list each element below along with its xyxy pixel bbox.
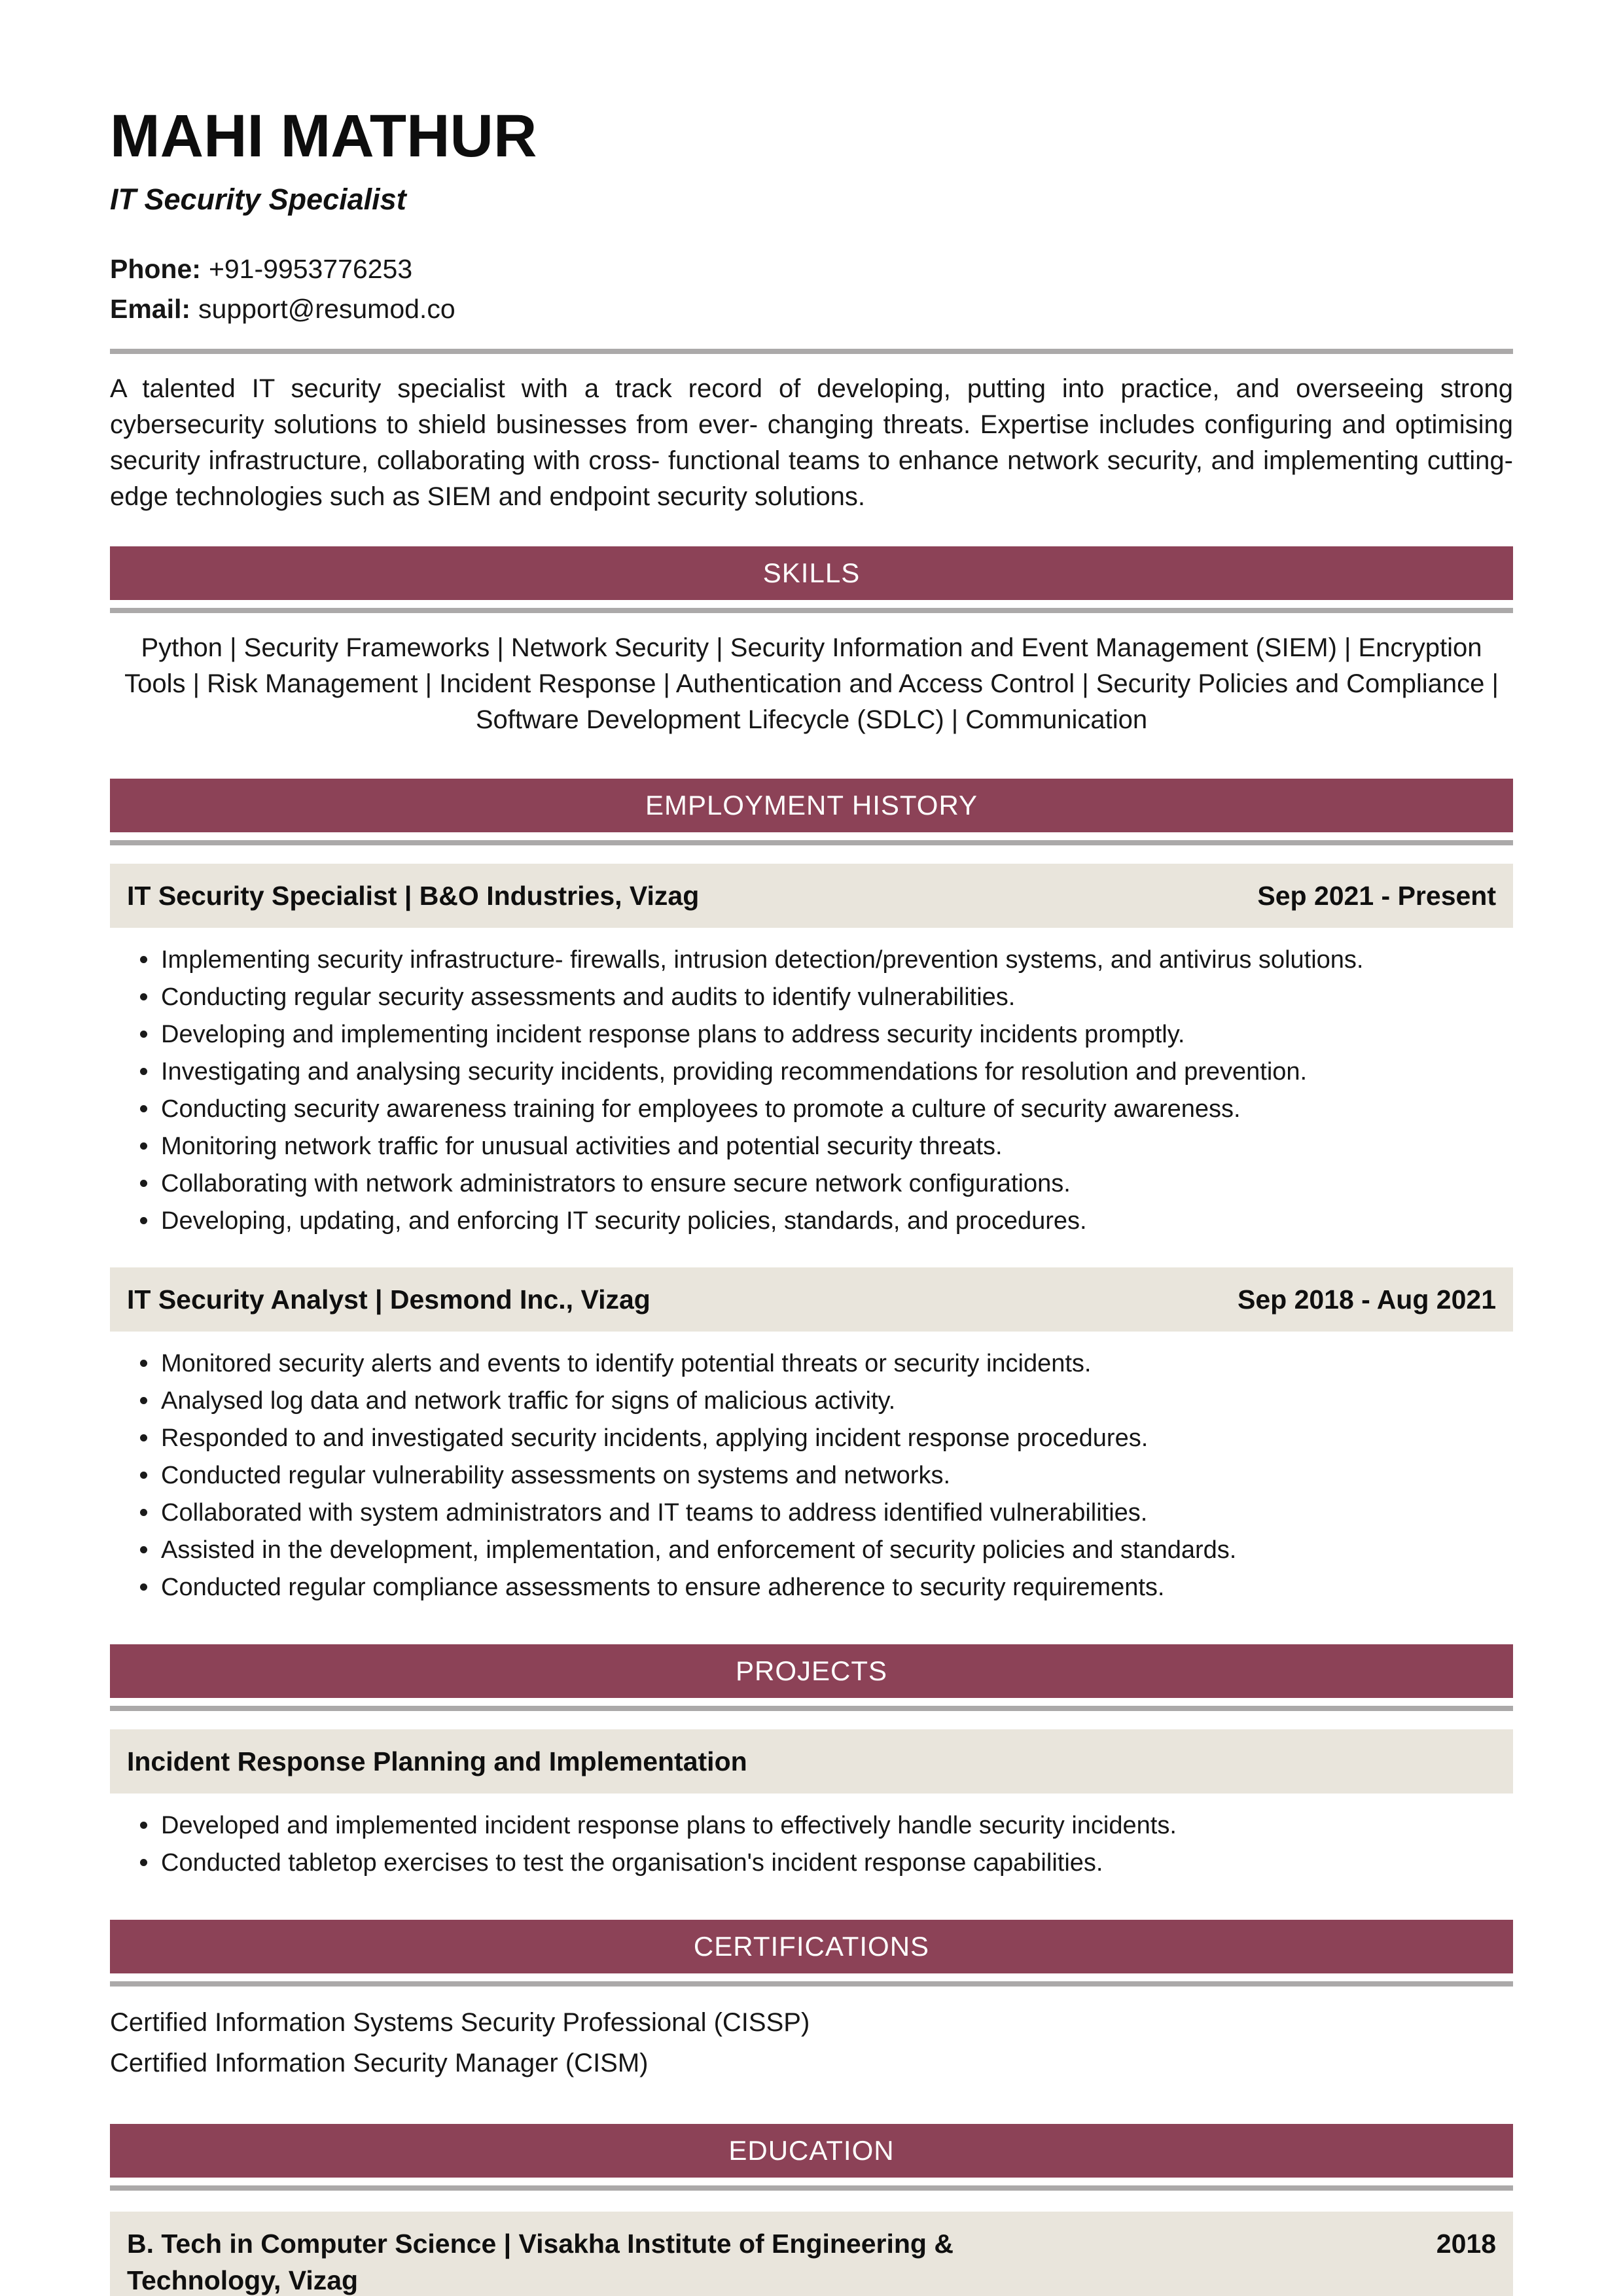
email-label: Email: — [110, 293, 191, 324]
bullet-item: Investigating and analysing security incidents, providing recommendations for resolution and prevention. — [110, 1055, 1513, 1088]
job-title-text: IT Security Analyst | Desmond Inc., Vizag — [127, 1284, 651, 1315]
project-bullets — [110, 1809, 1513, 1879]
bullet-item: Developing and implementing incident response plans to address security incidents promptly. — [110, 1018, 1513, 1051]
job-dates: Sep 2018 - Aug 2021 — [1237, 1284, 1496, 1315]
resume-header — [110, 105, 1513, 329]
header-divider — [110, 349, 1513, 354]
bullet-item: Assisted in the development, implementation, and enforcement of security policies and standards. — [110, 1534, 1513, 1566]
bullet-item: Conducted tabletop exercises to test the organisation's incident response capabilities. — [110, 1846, 1513, 1879]
phone-label: Phone: — [110, 253, 201, 284]
projects-banner — [110, 1644, 1513, 1698]
education-band — [110, 2212, 1513, 2296]
skills-banner — [110, 546, 1513, 600]
bullet-item: Collaborated with system administrators and IT teams to address identified vulnerabilities. — [110, 1496, 1513, 1529]
bullet-item: Analysed log data and network traffic for signs of malicious activity. — [110, 1385, 1513, 1417]
skills-section — [110, 546, 1513, 738]
job-entry — [110, 864, 1513, 1237]
project-entry — [110, 1729, 1513, 1879]
employment-section — [110, 779, 1513, 1604]
projects-divider — [110, 1706, 1513, 1711]
phone-value: +91-9953776253 — [208, 253, 413, 284]
bullet-item: Implementing security infrastructure- firewalls, intrusion detection/prevention systems, and antivirus solutions. — [110, 944, 1513, 976]
contact-block — [110, 249, 1513, 329]
employment-heading: EMPLOYMENT HISTORY — [645, 789, 978, 821]
bullet-item: Monitoring network traffic for unusual activities and potential security threats. — [110, 1130, 1513, 1163]
phone-line — [110, 249, 1513, 289]
projects-section — [110, 1644, 1513, 1879]
job-bullets — [110, 944, 1513, 1237]
education-dates: 2018 — [1436, 2228, 1496, 2259]
job-title-text: IT Security Specialist | B&O Industries, Vizag — [127, 880, 700, 911]
projects-heading: PROJECTS — [735, 1655, 888, 1686]
bullet-item: Conducted regular vulnerability assessments on systems and networks. — [110, 1459, 1513, 1492]
bullet-item: Monitored security alerts and events to identify potential threats or security incidents. — [110, 1347, 1513, 1380]
certifications-section — [110, 1920, 1513, 2083]
project-header-band — [110, 1729, 1513, 1793]
job-dates: Sep 2021 - Present — [1257, 880, 1496, 911]
bullet-item: Collaborating with network administrators to ensure secure network configurations. — [110, 1167, 1513, 1200]
bullet-item: Conducted regular compliance assessments to ensure adherence to security requirements. — [110, 1571, 1513, 1604]
email-line — [110, 289, 1513, 329]
bullet-item: Conducting regular security assessments and audits to identify vulnerabilities. — [110, 981, 1513, 1014]
certification-item: Certified Information Security Manager (CISM) — [110, 2048, 649, 2077]
employment-banner — [110, 779, 1513, 832]
certifications-divider — [110, 1981, 1513, 1987]
education-banner — [110, 2124, 1513, 2178]
project-title-text: Incident Response Planning and Implementation — [127, 1746, 747, 1776]
job-entry — [110, 1267, 1513, 1604]
summary-paragraph: A talented IT security specialist with a track record of developing, putting into practice, and overseeing strong cybersecurity solutions to shield businesses from ever- changing threats. Expertise includes configuring and optimising security infrastructure, collaborating with cross- functional teams to enhance network security, and implementing cutting-edge technologies such as SIEM and endpoint security solutions. — [110, 374, 1513, 511]
job-header-band — [110, 864, 1513, 928]
degree-text: B. Tech in Computer Science | Visakha Institute of Engineering & Technology, Vizag — [127, 2228, 954, 2295]
certifications-heading: CERTIFICATIONS — [693, 1930, 930, 1962]
employment-divider — [110, 840, 1513, 845]
bullet-item: Responded to and investigated security incidents, applying incident response procedures. — [110, 1422, 1513, 1455]
education-divider — [110, 2185, 1513, 2191]
person-name: MAHI MATHUR — [110, 103, 537, 169]
education-section — [110, 2124, 1513, 2296]
skills-heading: SKILLS — [762, 557, 861, 588]
email-value: support@resumod.co — [198, 293, 455, 324]
skills-divider — [110, 608, 1513, 613]
certification-item: Certified Information Systems Security Professional (CISSP) — [110, 2007, 810, 2037]
person-job-title: IT Security Specialist — [110, 182, 406, 216]
bullet-item: Developed and implemented incident response plans to effectively handle security incidents. — [110, 1809, 1513, 1842]
certifications-list — [110, 2002, 1513, 2083]
skills-text: Python | Security Frameworks | Network Security | Security Information and Event Management (SIEM) | Encryption Tools | Risk Management | Incident Response | Authentication and Access Control | Security Policies and Compliance | Software Development Lifecycle (SDLC) | Communication — [124, 633, 1499, 734]
bullet-item: Developing, updating, and enforcing IT security policies, standards, and procedures. — [110, 1205, 1513, 1237]
bullet-item: Conducting security awareness training for employees to promote a culture of security awareness. — [110, 1093, 1513, 1125]
job-header-band — [110, 1267, 1513, 1332]
job-bullets — [110, 1347, 1513, 1604]
certifications-banner — [110, 1920, 1513, 1973]
education-heading: EDUCATION — [728, 2134, 895, 2166]
